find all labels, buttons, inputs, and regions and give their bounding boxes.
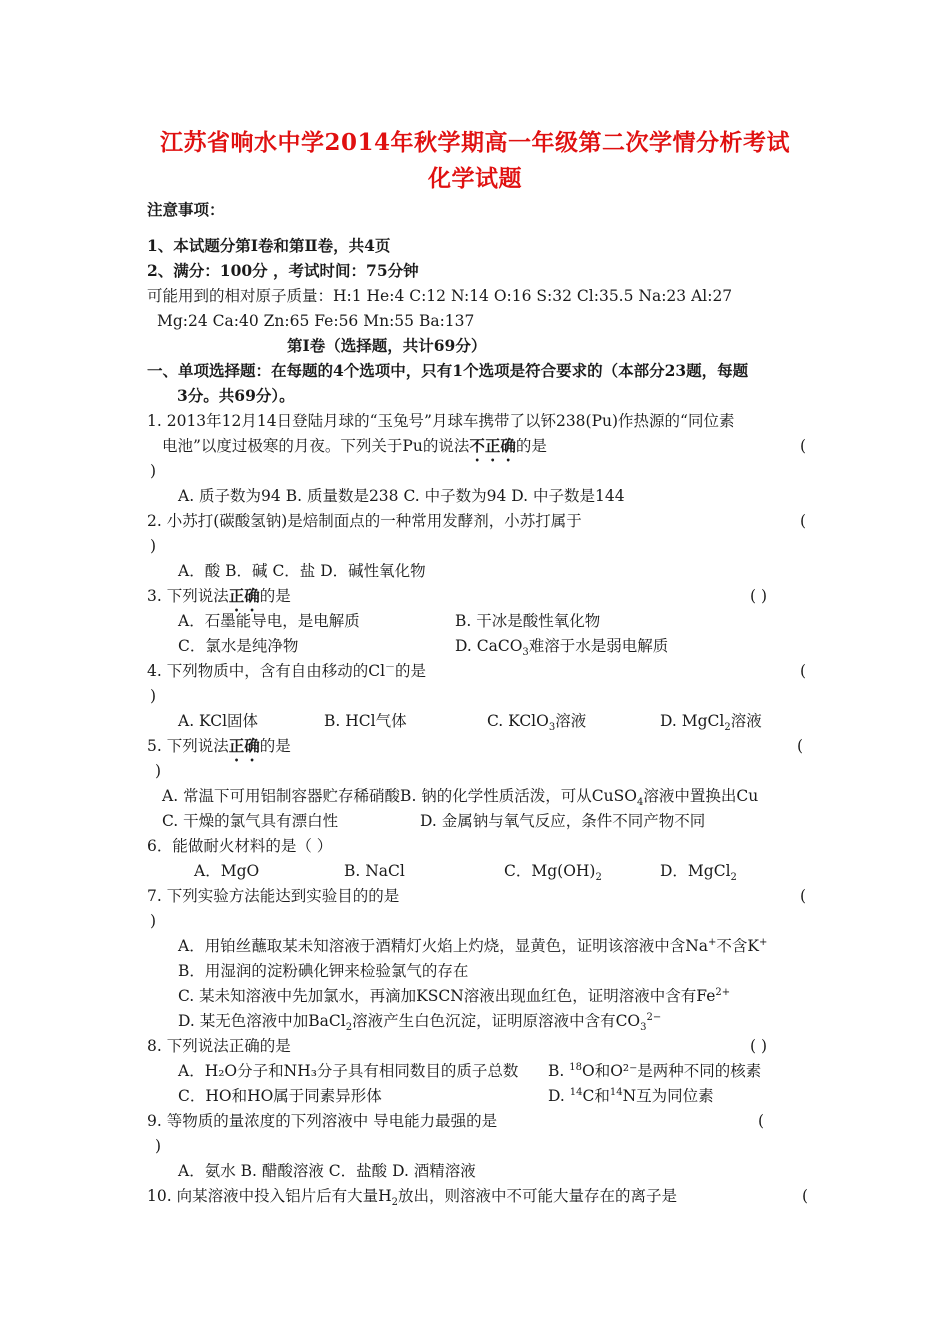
question-5-option-c: C. 干燥的氯气具有漂白性	[162, 812, 339, 830]
notes-heading: 注意事项：	[147, 200, 225, 219]
question-3-option-c: C．氯水是纯净物	[178, 637, 299, 655]
question-6-option-a: A．MgO	[194, 862, 260, 880]
answer-paren: ( )	[750, 587, 768, 605]
answer-paren: (	[797, 737, 804, 755]
question-2-stem: 2. 小苏打(碳酸氢钠)是焙制面点的一种常用发酵剂，小苏打属于	[147, 512, 582, 530]
note-item: 1、本试题分第Ⅰ卷和第Ⅱ卷，共4页	[147, 236, 391, 255]
question-8-option-a: A．H₂O分子和NH₃分子具有相同数目的质子总数	[178, 1062, 519, 1080]
atomic-masses: 可能用到的相对原子质量：H:1 He:4 C:12 N:14 O:16 S:32 Cl:35.5 Na:23 Al:27	[147, 287, 733, 305]
question-5-stem: 5. 下列说法正确的是	[147, 736, 291, 755]
question-8-option-d: D. $^{14}$C和$^{14}$N互为同位素	[548, 1086, 714, 1105]
question-4-option-a: A. KCl固体	[178, 712, 259, 730]
answer-paren: )	[150, 912, 157, 930]
question-9-stem: 9. 等物质的量浓度的下列溶液中 导电能力最强的是	[147, 1112, 498, 1130]
question-4-option-d: D. MgCl$_2$溶液	[660, 712, 762, 734]
question-7-stem: 7. 下列实验方法能达到实验目的的是	[147, 887, 400, 905]
answer-paren: )	[150, 687, 157, 705]
question-4-stem: 4. 下列物质中，含有自由移动的Cl－的是	[147, 661, 427, 680]
section-title: 第Ⅰ卷（选择题，共计69分）	[287, 336, 487, 355]
exam-title: 江苏省响水中学2014年秋学期高一年级第二次学情分析考试	[159, 129, 790, 156]
question-6-stem: 6．能做耐火材料的是（ ）	[147, 837, 333, 855]
question-10-stem: 10. 向某溶液中投入铝片后有大量$H_2$放出，则溶液中不可能大量存在的离子是	[147, 1187, 677, 1209]
question-6-option-d: D．MgCl$_2$	[660, 862, 737, 884]
question-8-option-b: B. $^{18}$O和O²⁻是两种不同的核素	[548, 1061, 762, 1080]
answer-paren: (	[800, 437, 807, 455]
question-8-stem: 8. 下列说法正确的是	[147, 1037, 291, 1055]
answer-paren: (	[800, 887, 807, 905]
section-instruction: 一、单项选择题：在每题的4个选项中，只有1个选项是符合要求的（本部分23题，每题	[147, 361, 749, 380]
question-3-option-d: D. CaCO$_3$难溶于水是弱电解质	[455, 637, 669, 659]
answer-paren: (	[802, 1187, 809, 1205]
question-5-option-d: D. 金属钠与氧气反应，条件不同产物不同	[420, 812, 706, 830]
question-6-option-c: C．$Mg(OH)_2$	[504, 862, 602, 884]
question-4-option-b: B. HCl气体	[324, 712, 407, 730]
answer-paren: (	[800, 662, 807, 680]
question-3-stem: 3. 下列说法正确的是	[147, 586, 291, 605]
answer-paren: )	[150, 537, 157, 555]
answer-paren: )	[155, 1137, 162, 1155]
question-7-option-d: D. 某无色溶液中加BaCl$_2$溶液产生白色沉淀，证明原溶液中含有$CO_3^{2-}$	[178, 1011, 662, 1034]
atomic-masses: Mg:24 Ca:40 Zn:65 Fe:56 Mn:55 Ba:137	[157, 312, 475, 330]
note-item: 2、满分：100分 ，考试时间：75分钟	[147, 261, 419, 280]
answer-paren: )	[155, 762, 162, 780]
answer-paren: )	[150, 462, 157, 480]
exam-subtitle: 化学试题	[428, 165, 522, 192]
question-1-options: A. 质子数为94 B. 质量数是238 C. 中子数为94 D. 中子数是144	[178, 487, 625, 505]
question-4-option-c: C. KClO$_3$溶液	[487, 712, 587, 734]
question-5-options-ab: A. 常温下可用铝制容器贮存稀硝酸B. 钠的化学性质活泼，可从CuSO$_4$溶液中置换出Cu	[162, 787, 759, 809]
answer-paren: ( )	[750, 1037, 768, 1055]
answer-paren: (	[800, 512, 807, 530]
question-3-option-a: A．石墨能导电，是电解质	[178, 612, 360, 630]
answer-paren: (	[758, 1112, 765, 1130]
question-2-options: A．酸 B．碱 C．盐 D．碱性氧化物	[178, 562, 426, 580]
question-6-option-b: B. NaCl	[344, 862, 405, 880]
question-1-stem: 1. 2013年12月14日登陆月球的“玉兔号”月球车携带了以钚238(Pu)作热源的“同位素	[147, 412, 735, 430]
question-1-stem: 电池”以度过极寒的月夜。下列关于Pu的说法不正确的是	[162, 436, 547, 455]
question-7-option-a: A．用铂丝蘸取某未知溶液于酒精灯火焰上灼烧，显黄色，证明该溶液中含Na+不含K+	[178, 936, 768, 955]
question-9-options: A．氨水 B. 醋酸溶液 C．盐酸 D. 酒精溶液	[178, 1162, 476, 1180]
section-instruction: 3分。共69分）。	[177, 386, 295, 405]
question-8-option-c: C．HO和HO属于同素异形体	[178, 1087, 382, 1105]
question-7-option-c: C. 某未知溶液中先加氯水，再滴加KSCN溶液出现血红色，证明溶液中含有$Fe^{2+}$	[178, 986, 731, 1005]
question-7-option-b: B．用湿润的淀粉碘化钾来检验氯气的存在	[178, 962, 469, 980]
question-3-option-b: B. 干冰是酸性氧化物	[455, 612, 601, 630]
